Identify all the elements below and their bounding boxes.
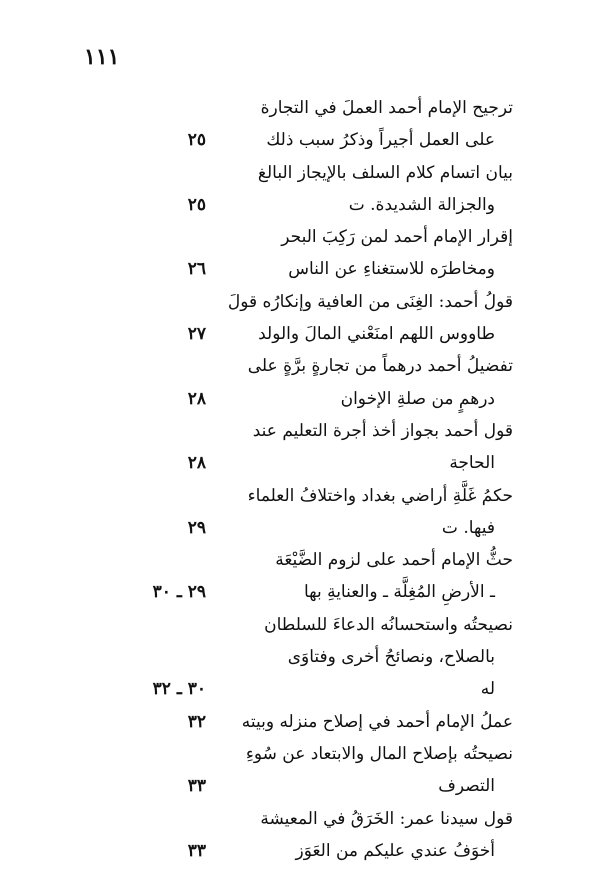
entry-text: درهمٍ من صلةِ الإخوان <box>340 388 495 409</box>
entry-text: والجزالة الشديدة. ت <box>348 194 495 215</box>
entry-text: إقرار الإمام أحمد لمن رَكِبَ البحر <box>281 227 513 248</box>
index-line <box>0 706 590 738</box>
index-line <box>0 124 590 156</box>
index-line <box>0 770 590 802</box>
page-number: ١١١ <box>84 44 120 70</box>
entry-text: التصرف <box>438 776 495 797</box>
entry-text: طاووس اللهم امنَعْني المالَ والولد <box>258 324 495 345</box>
entry-text: فيها. ت <box>441 517 495 538</box>
entry-text: قول أحمد بجواز أخذ أجرة التعليم عند <box>252 420 513 441</box>
page-ref: ٣٣ <box>187 840 206 861</box>
entry-text: قولُ أحمد: الغِنَى من العافية وإنكارُه قولَ <box>227 291 513 312</box>
index-line <box>0 835 590 867</box>
index-line <box>0 641 590 673</box>
index-list <box>0 92 590 867</box>
page-ref: ٣٣ <box>187 776 206 797</box>
index-line <box>0 609 590 641</box>
index-line <box>0 544 590 576</box>
page-ref: ٢٩ ـ ٣٠ <box>152 582 206 603</box>
page-ref: ٢٨ <box>187 453 206 474</box>
entry-text: حكمُ غَلَّةِ أراضي بغداد واختلافُ العلماء <box>247 485 513 506</box>
index-line <box>0 157 590 189</box>
index-line <box>0 189 590 221</box>
index-line <box>0 318 590 350</box>
entry-text: له <box>480 679 495 700</box>
index-line <box>0 480 590 512</box>
index-line <box>0 447 590 479</box>
index-line <box>0 512 590 544</box>
entry-text: نصيحتُه بإصلاح المال والابتعاد عن سُوءِ <box>245 743 513 764</box>
page-ref: ٣٢ <box>187 711 206 732</box>
entry-text: عملُ الإمام أحمد في إصلاح منزله وبيته <box>241 711 513 732</box>
entry-text: بيان اتسام كلام السلف بالإيجاز البالغ <box>257 162 513 183</box>
index-line <box>0 803 590 835</box>
index-line <box>0 415 590 447</box>
page-ref: ٢٥ <box>187 194 206 215</box>
index-line <box>0 253 590 285</box>
page-ref: ٢٧ <box>187 324 206 345</box>
entry-text: قول سيدنا عمر: الخَرَقُ في المعيشة <box>260 808 513 829</box>
index-line <box>0 350 590 382</box>
page-ref: ٣٠ ـ ٣٢ <box>152 679 206 700</box>
entry-text: أخوَفُ عندي عليكم من العَوَز <box>295 840 495 861</box>
page-ref: ٢٩ <box>187 517 206 538</box>
entry-text: حثُّ الإمام أحمد على لزوم الضَّيْعَة <box>275 550 513 571</box>
index-line <box>0 92 590 124</box>
page-ref: ٢٨ <box>187 388 206 409</box>
entry-text: تفضيلُ أحمد درهماً من تجارةٍ برَّةٍ على <box>247 356 513 377</box>
entry-text: نصيحتُه واستحسانُه الدعاءَ للسلطان <box>264 614 513 635</box>
entry-text: ترجيح الإمام أحمد العملَ في التجارة <box>260 98 513 118</box>
entry-text: الحاجة <box>449 453 495 474</box>
page-ref: ٢٦ <box>187 259 206 280</box>
entry-text: على العمل أجيراً وذكرُ سبب ذلك <box>266 130 495 151</box>
entry-text: ومخاطرَه للاستغناءِ عن الناس <box>288 259 495 280</box>
index-line <box>0 286 590 318</box>
page-ref: ٢٥ <box>187 130 206 151</box>
entry-text: بالصلاح، ونصائحُ أخرى وفتاوَى <box>287 647 495 668</box>
entry-text: ـ الأرضِ المُغِلَّة ـ والعنايةِ بها <box>303 582 495 603</box>
index-line <box>0 576 590 608</box>
index-line <box>0 383 590 415</box>
index-line <box>0 673 590 705</box>
index-line <box>0 221 590 253</box>
index-line <box>0 738 590 770</box>
